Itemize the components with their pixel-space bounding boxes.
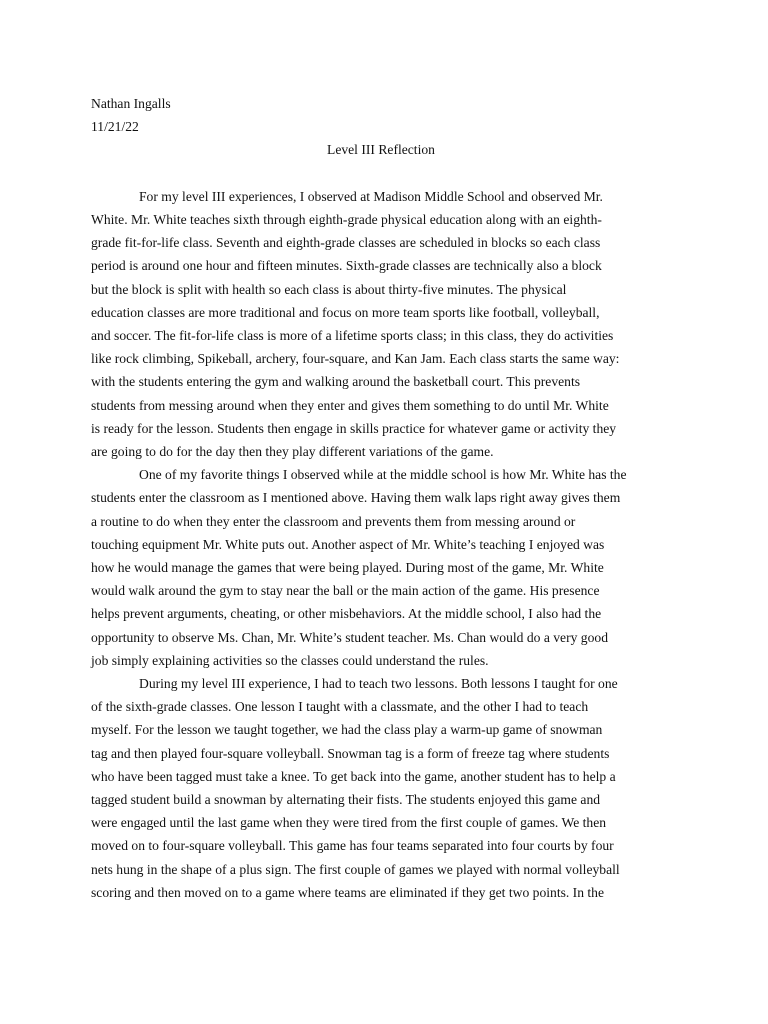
paragraph-line: period is around one hour and fifteen minutes. Sixth-grade classes are technically also a block [91, 258, 602, 274]
paragraph-line: White. Mr. White teaches sixth through eighth-grade physical education along with an eighth- [91, 212, 602, 227]
document-title: Level III Reflection [327, 142, 435, 158]
paragraph-line: opportunity to observe Ms. Chan, Mr. White’s student teacher. Ms. Chan would do a very good [91, 629, 608, 645]
paragraph-line: moved on to four-square volleyball. This game has four teams separated into four courts by four [91, 838, 614, 854]
paragraph-line: helps prevent arguments, cheating, or other misbehaviors. At the middle school, I also had the [91, 606, 602, 622]
paragraph-line: grade fit-for-life class. Seventh and eighth-grade classes are scheduled in blocks so each class [91, 235, 601, 251]
paragraph-line: with the students entering the gym and walking around the basketball court. This prevents [91, 374, 581, 390]
document-body [91, 92, 671, 904]
paragraph-line: were engaged until the last game when they were tired from the first couple of games. We then [91, 815, 607, 831]
paragraph-line: scoring and then moved on to a game where teams are eliminated if they get two points. In the [91, 884, 605, 900]
paragraph-line: who have been tagged must take a knee. To get back into the game, another student has to help a [91, 768, 616, 784]
paragraph-line: of the sixth-grade classes. One lesson I taught with a classmate, and the other I had to teach [91, 699, 589, 715]
paragraph-line: myself. For the lesson we taught together, we had the class play a warm-up game of snowman [91, 722, 603, 738]
paragraph-line: would walk around the gym to stay near the ball or the main action of the game. His presence [91, 583, 600, 599]
document-date: 11/21/22 [91, 119, 139, 135]
paragraph [91, 463, 671, 672]
author-name: Nathan Ingalls [91, 96, 171, 111]
paragraph-line: During my level III experience, I had to teach two lessons. Both lessons I taught for one [139, 676, 618, 692]
paragraph-line: are going to do for the day then they play different variations of the game. [91, 444, 494, 460]
paragraph-line: education classes are more traditional and focus on more team sports like football, volleyball, [91, 304, 600, 320]
paragraphs [91, 185, 671, 904]
paragraph-line: students from messing around when they enter and gives them something to do until Mr. White [91, 397, 609, 413]
paragraph-line: like rock climbing, Spikeball, archery, four-square, and Kan Jam. Each class starts the same way: [91, 351, 620, 367]
paragraph-line: students enter the classroom as I mentioned above. Having them walk laps right away gives them [91, 490, 621, 506]
paragraph-line: touching equipment Mr. White puts out. Another aspect of Mr. White’s teaching I enjoyed was [91, 536, 605, 552]
paragraph-line: For my level III experiences, I observed at Madison Middle School and observed Mr. [139, 188, 603, 204]
paragraph-line: and soccer. The fit-for-life class is more of a lifetime sports class; in this class, they do activities [91, 328, 614, 344]
paragraph-line: tag and then played four-square volleyball. Snowman tag is a form of freeze tag where students [91, 745, 610, 761]
paragraph [91, 185, 671, 463]
paragraph [91, 672, 671, 904]
paragraph-line: nets hung in the shape of a plus sign. The first couple of games we played with normal volleyball [91, 861, 620, 877]
paragraph-line: is ready for the lesson. Students then engage in skills practice for whatever game or activity they [91, 420, 617, 436]
paragraph-line: job simply explaining activities so the classes could understand the rules. [91, 652, 489, 668]
paragraph-line: One of my favorite things I observed while at the middle school is how Mr. White has the [139, 467, 627, 483]
paragraph-line: how he would manage the games that were being played. During most of the game, Mr. White [91, 560, 604, 576]
paragraph-line: a routine to do when they enter the classroom and prevents them from messing around or [91, 513, 576, 529]
paragraph-line: tagged student build a snowman by alternating their fists. The students enjoyed this game and [91, 792, 601, 808]
paragraph-line: but the block is split with health so each class is about thirty-five minutes. The physical [91, 281, 567, 297]
